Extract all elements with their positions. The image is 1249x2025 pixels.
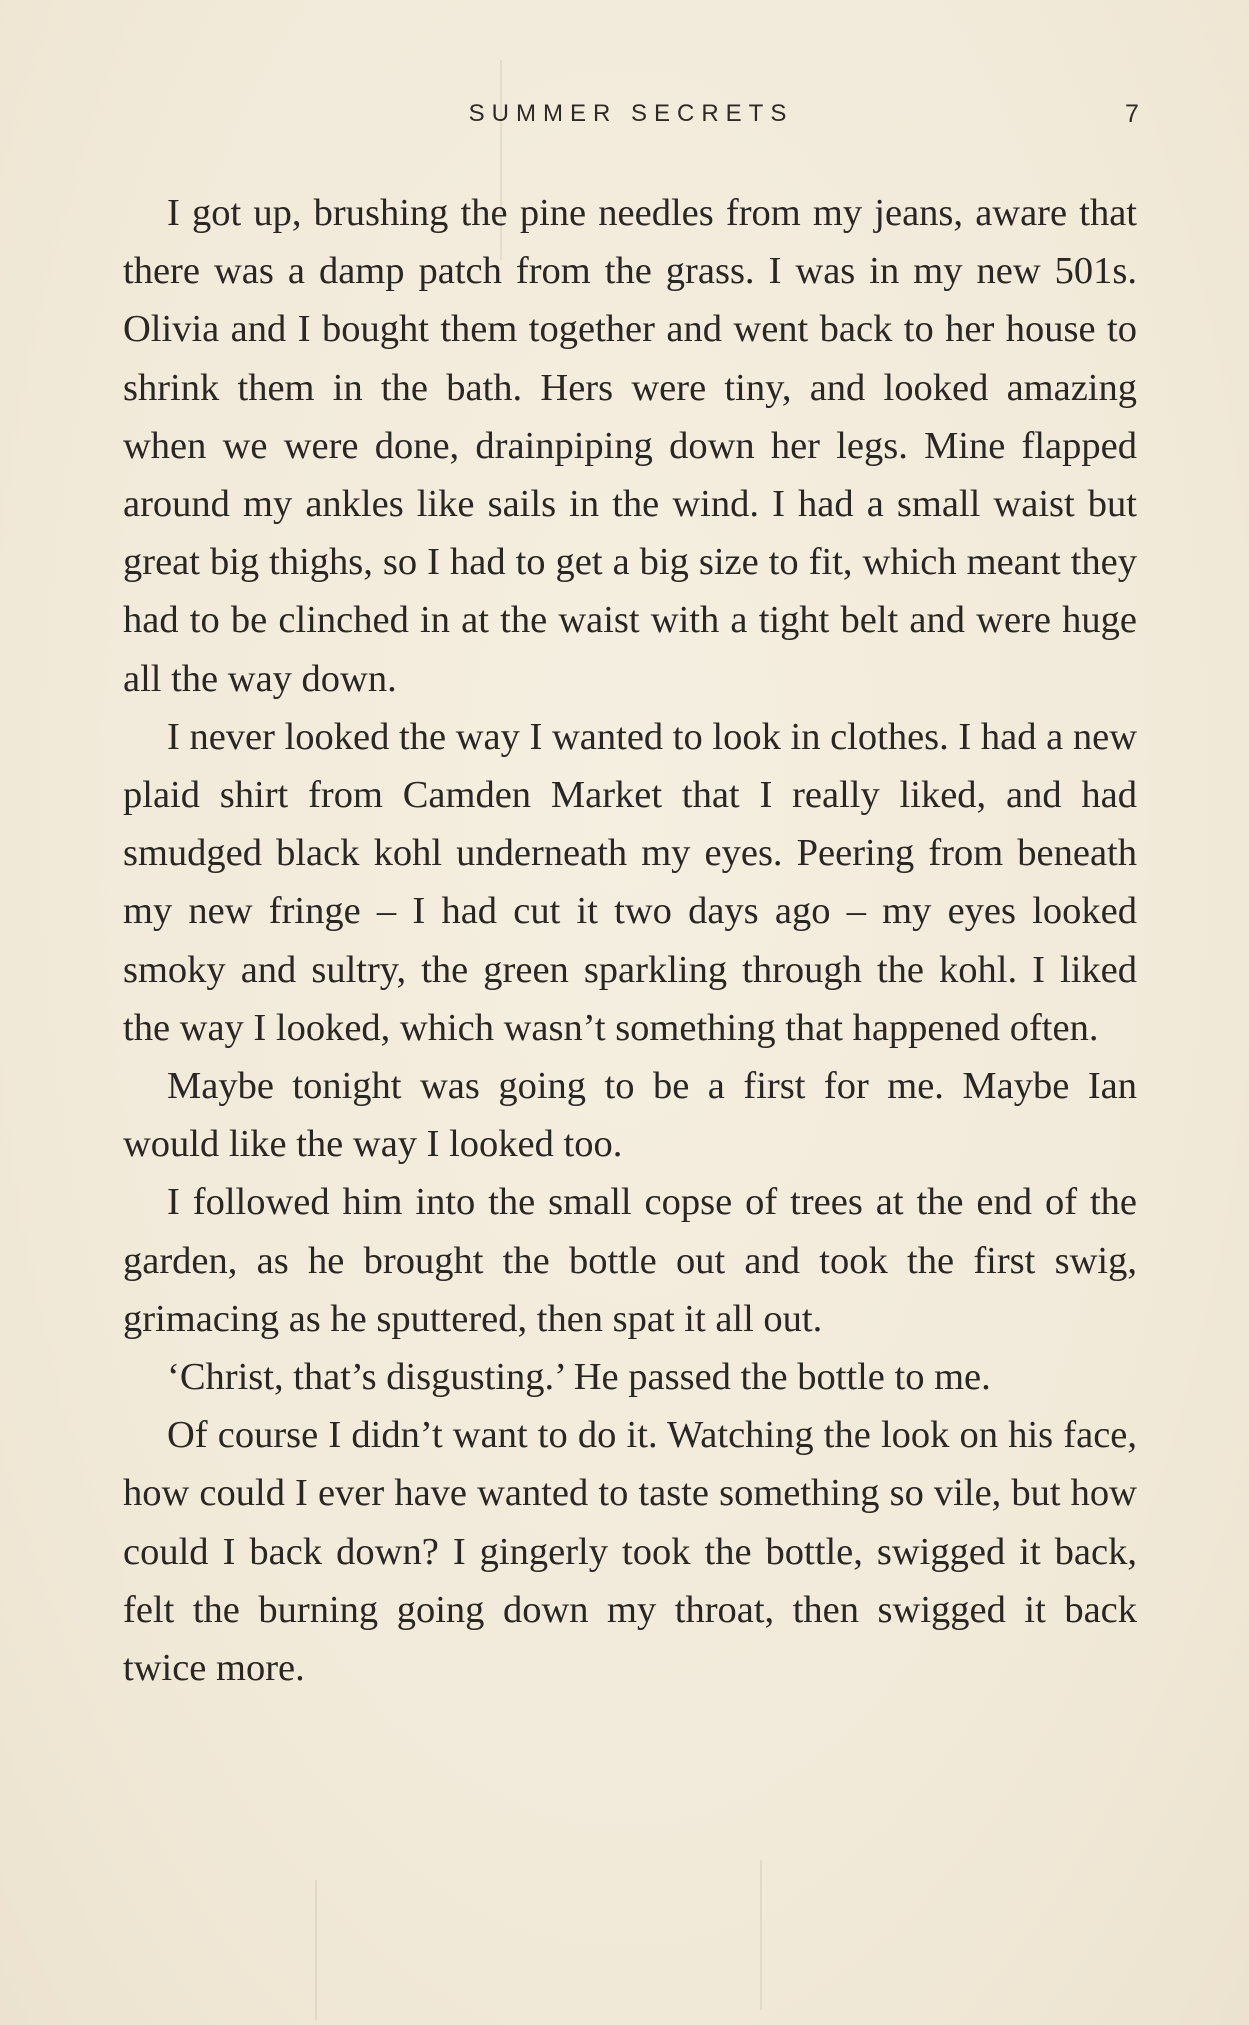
paragraph: Of course I didn’t want to do it. Watching the look on his face, how could I ever have wanted to taste something so vile, but how could I back down? I gingerly took the bottle, swigged it back, felt the burning going down my throat, then swigged it back twice more. — [123, 1414, 1137, 1690]
page-number: 7 — [1125, 100, 1139, 128]
paper-crease — [315, 1880, 317, 2020]
paragraph: Maybe tonight was going to be a first for me. Maybe Ian would like the way I looked too. — [123, 1065, 1137, 1166]
paragraph: ‘Christ, that’s disgusting.’ He passed the bottle to me. — [167, 1356, 991, 1399]
paper-crease — [760, 1860, 762, 2010]
running-title: SUMMER SECRETS — [468, 100, 794, 127]
paragraph: I never looked the way I wanted to look in clothes. I had a new plaid shirt from Camden Market that I really liked, and had smudged black kohl underneath my eyes. Peering from beneath my new fringe – I had cut it two days ago – my eyes looked smoky and sultry, the green sparkling through the kohl. I liked the way I looked, which wasn’t something that happened often. — [123, 715, 1137, 1049]
paragraph: I got up, brushing the pine needles from my jeans, aware that there was a damp patch from the grass. I was in my new 501s. Olivia and I bought them together and went back to her house to shrink them in the bath. Hers were tiny, and looked amazing when we were done, drainpiping down her legs. Mine flapped around my ankles like sails in the wind. I had a small waist but great big thighs, so I had to get a big size to fit, which meant they had to be clinched in at the waist with a tight belt and were huge all the way down. — [123, 192, 1137, 700]
running-header — [0, 100, 1249, 132]
body-text — [123, 184, 1137, 1697]
paragraph: I followed him into the small copse of trees at the end of the garden, as he brought the bottle out and took the first swig, grimacing as he sputtered, then spat it all out. — [123, 1181, 1137, 1340]
